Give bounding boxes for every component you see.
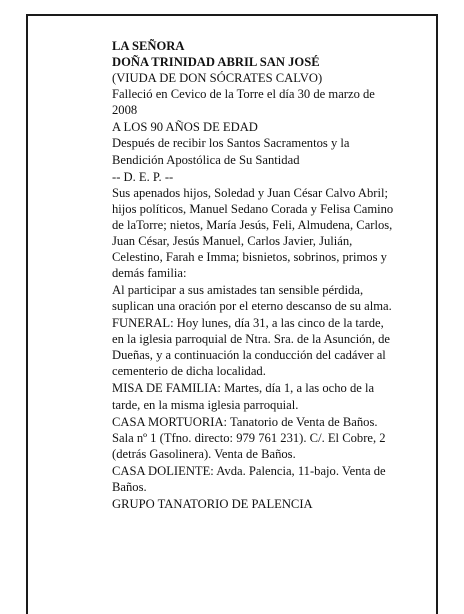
rip-line: -- D. E. P. -- [112, 169, 174, 184]
family-line: de laTorre; nietos, María Jesús, Feli, Almudena, Carlos, [112, 217, 393, 232]
death-info [112, 86, 408, 118]
family-line: Juan César, Jesús Manuel, Carlos Javier, Julián, [112, 233, 353, 248]
family-line: Celestino, Farah e Imma; bisnietos, sobrinos, primos y [112, 250, 387, 264]
funeral-home-line: Sala nº 1 (Tfno. directo: 979 761 231). C/. El Cobre, 2 [112, 430, 386, 445]
request-line: Al participar a sus amistades tan sensible pérdida, [112, 283, 364, 298]
sacraments-line: Bendición Apostólica de Su Santidad [112, 152, 300, 167]
widow-of-line: (VIUDA DE DON SÓCRATES CALVO) [112, 71, 323, 86]
request-line: suplican una oración por el eterno descanso de su alma. [112, 299, 392, 314]
request-paragraph [112, 282, 408, 314]
funeral-home-paragraph [112, 414, 408, 462]
family-line: hijos políticos, Manuel Sedano Corada y Felisa Camino [112, 201, 394, 216]
family-mass-line: tarde, en la misma iglesia parroquial. [112, 397, 299, 412]
death-line: Falleció en Cevico de la Torre el día 30 de marzo de [112, 87, 375, 102]
funeral-paragraph [112, 315, 408, 379]
sacraments-paragraph [112, 135, 408, 167]
family-mass-paragraph [112, 380, 408, 412]
funeral-line: Dueñas, y a continuación la conducción del cadáver al [112, 348, 386, 363]
family-line: Sus apenados hijos, Soledad y Juan César Calvo Abril; [112, 185, 388, 200]
company-name: GRUPO TANATORIO DE PALENCIA [112, 496, 313, 511]
mourning-house-line: Baños. [112, 479, 147, 494]
family-paragraph [112, 185, 408, 282]
family-mass-line: MISA DE FAMILIA: Martes, día 1, a las ocho de la [112, 381, 375, 396]
death-line: 2008 [112, 103, 138, 118]
age-line: A LOS 90 AÑOS DE EDAD [112, 120, 258, 135]
funeral-line: en la iglesia parroquial de Ntra. Sra. de la Asunción, de [112, 332, 391, 347]
funeral-home-line: CASA MORTUORIA: Tanatorio de Venta de Baños. [112, 414, 378, 429]
deceased-name: DOÑA TRINIDAD ABRIL SAN JOSÉ [112, 55, 320, 70]
funeral-line: FUNERAL: Hoy lunes, día 31, a las cinco de la tarde, [112, 316, 384, 331]
notice-title: LA SEÑORA [112, 39, 185, 53]
sacraments-line: Después de recibir los Santos Sacramentos y la [112, 136, 350, 151]
funeral-home-line: (detrás Gasolinera). Venta de Baños. [112, 446, 296, 461]
mourning-house-paragraph [112, 463, 408, 495]
family-line: demás familia: [112, 266, 187, 281]
obituary-notice [112, 38, 408, 512]
mourning-house-line: CASA DOLIENTE: Avda. Palencia, 11-bajo. Venta de [112, 463, 386, 478]
funeral-line: cementerio de dicha localidad. [112, 364, 266, 379]
